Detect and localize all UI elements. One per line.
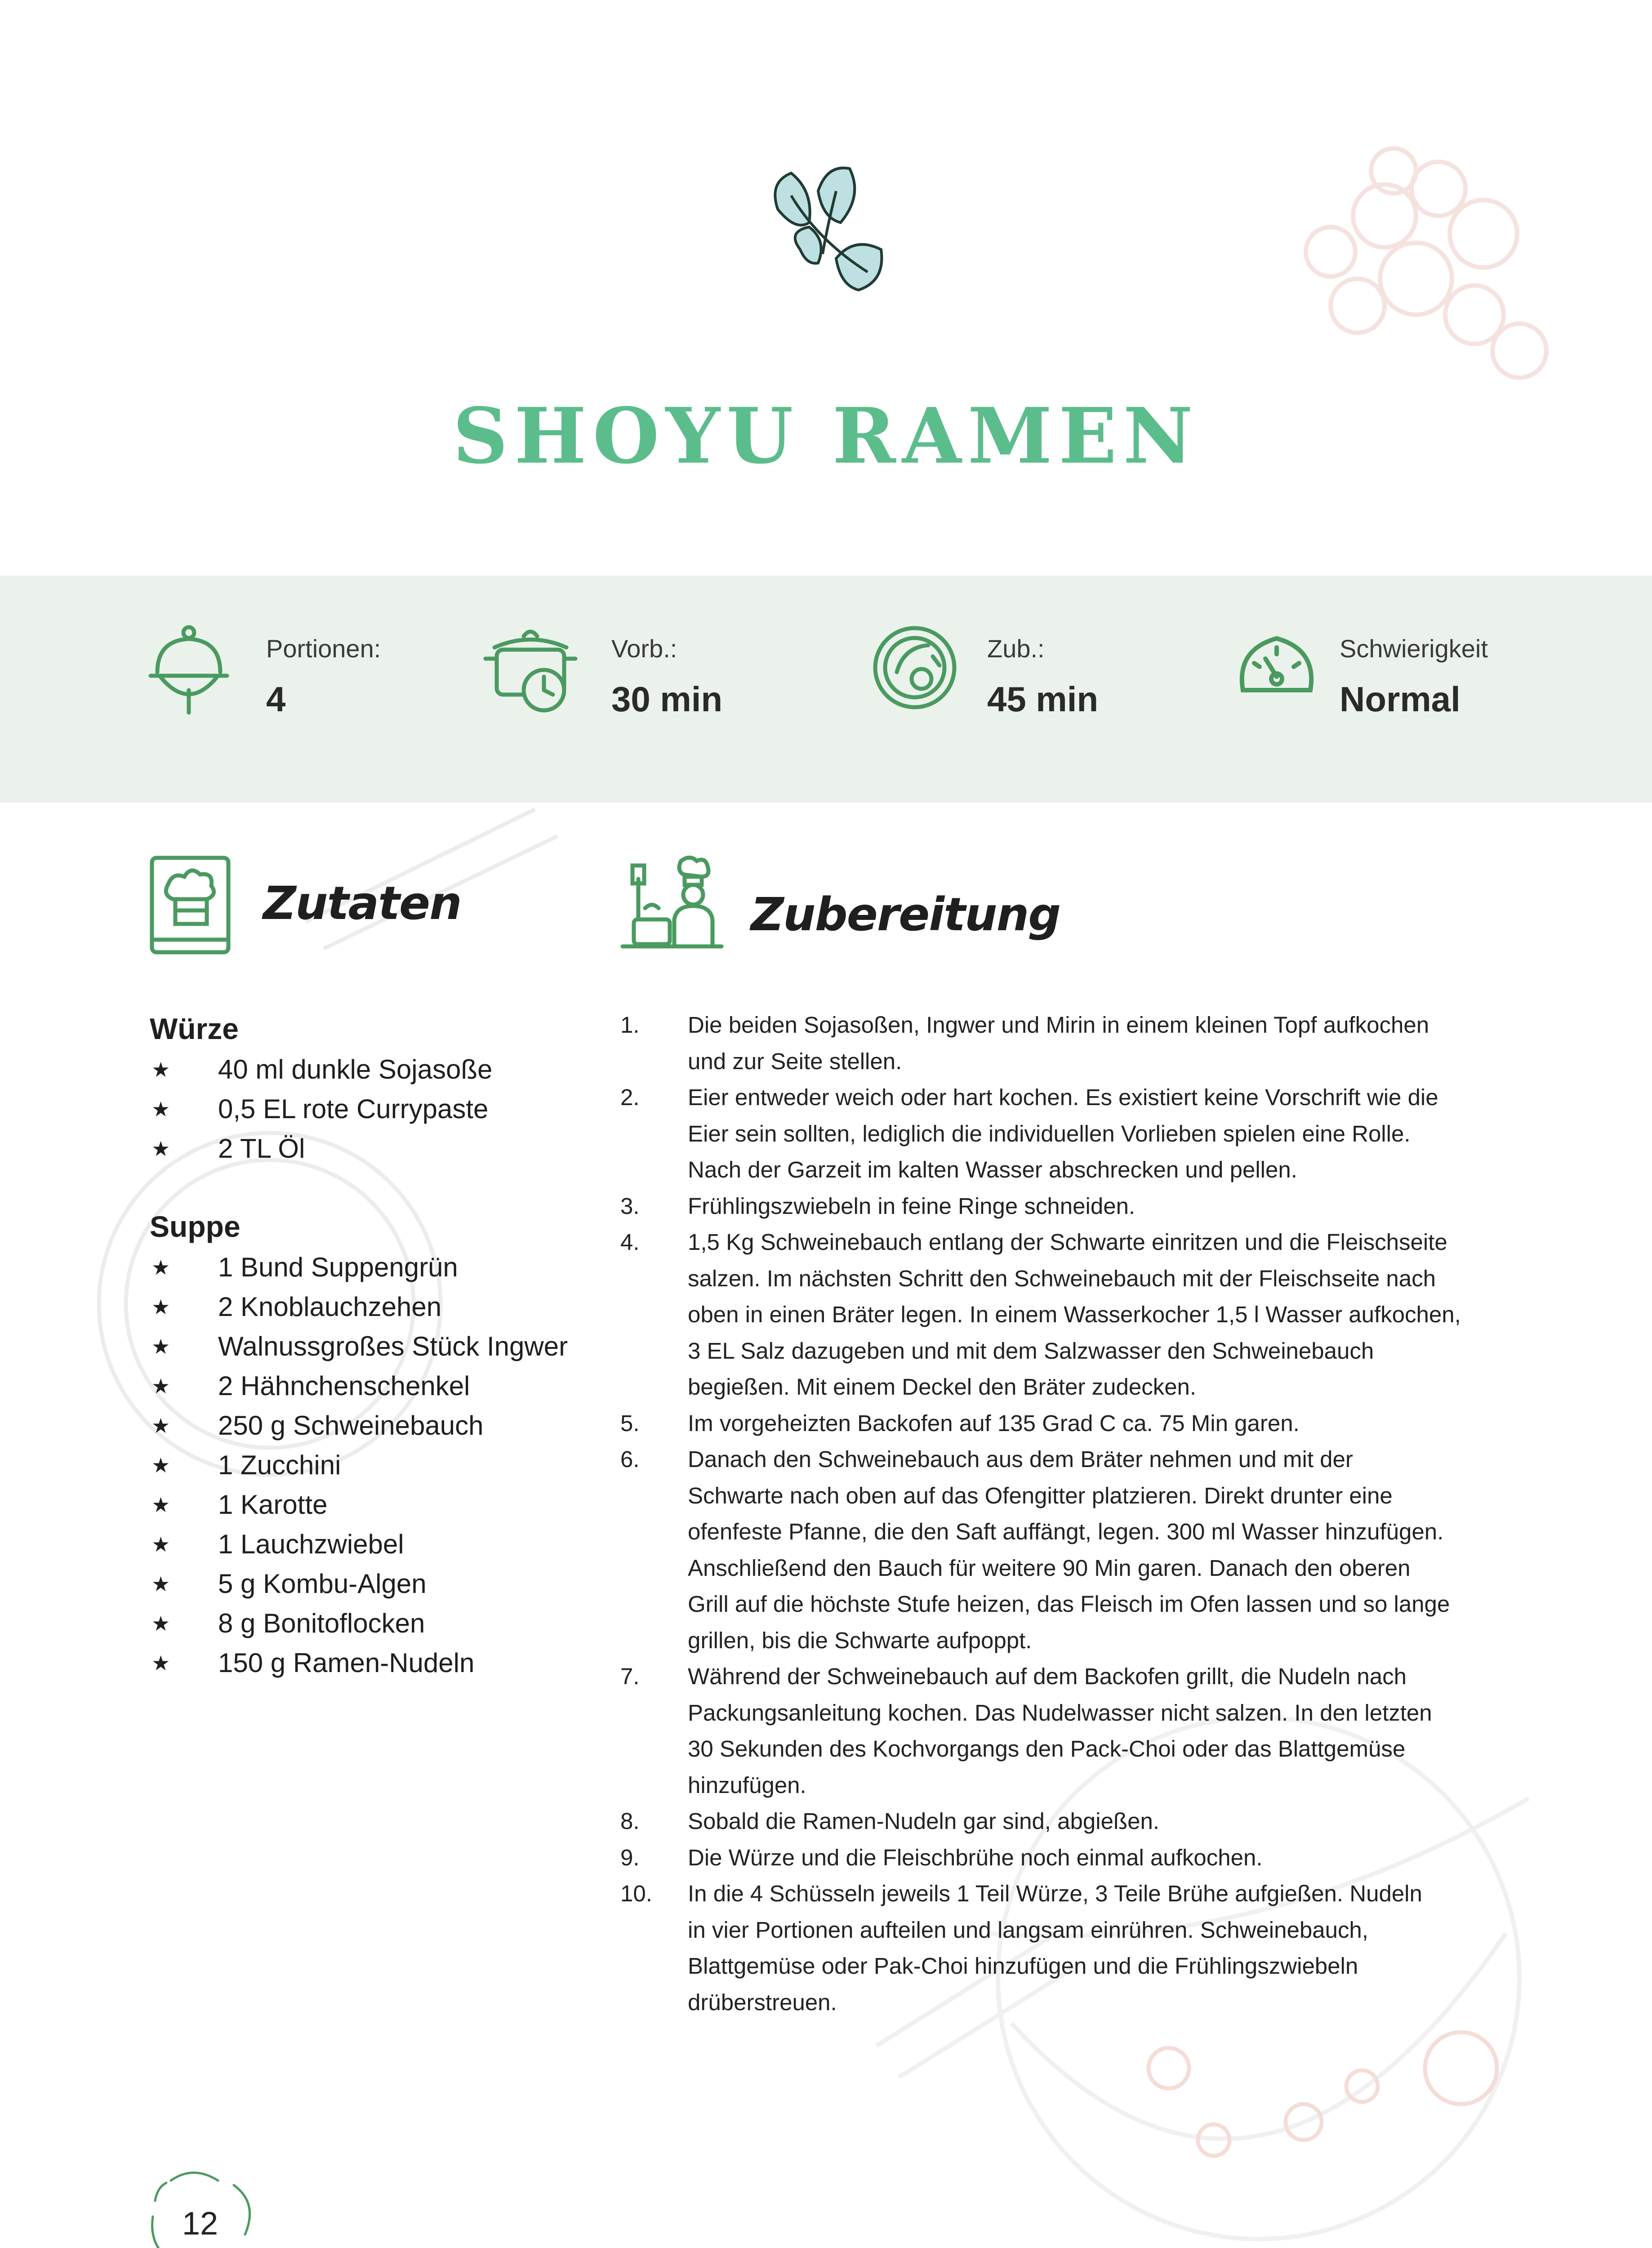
ingredients-heading: Zutaten (263, 877, 461, 930)
serving-cloche-icon (146, 623, 232, 717)
step-text-line: Schwarte nach oben auf das Ofengitter platzieren. Direkt drunter eine (688, 1482, 1393, 1508)
leaves-icon (760, 164, 895, 317)
cookbook-chef-hat-icon (148, 854, 234, 958)
step-text-line: in vier Portionen aufteilen und langsam einrühren. Schweinebauch, (688, 1917, 1368, 1943)
step-number: 8. (620, 1808, 640, 1834)
step-text-line: Nach der Garzeit im kalten Wasser abschrecken und pellen. (688, 1157, 1297, 1182)
info-label-cook: Zub.: (987, 634, 1045, 663)
step-text-line: begießen. Mit einem Deckel den Bräter zudecken. (688, 1374, 1197, 1400)
step-item (620, 1405, 1515, 1442)
plate-icon (872, 623, 957, 713)
info-label-difficulty: Schwierigkeit (1340, 634, 1488, 663)
info-label-prep: Vorb.: (611, 634, 677, 663)
step-number: 5. (620, 1410, 640, 1436)
step-text-line: In die 4 Schüsseln jeweils 1 Teil Würze, 3 Teile Brühe aufgießen. Nudeln (688, 1881, 1422, 1906)
step-number: 1. (620, 1012, 640, 1038)
step-text-line: salzen. Im nächsten Schritt den Schweinebauch mit der Fleischseite nach (688, 1265, 1436, 1291)
step-item (620, 1441, 1515, 1659)
step-text-line: Packungsanleitung kochen. Das Nudelwasser nicht salzen. In den letzten (688, 1699, 1432, 1726)
step-item (620, 1659, 1515, 1803)
step-number: 3. (620, 1193, 640, 1219)
info-value-prep: 30 min (611, 679, 723, 719)
step-item (620, 1803, 1515, 1840)
preparation-steps (620, 1007, 1515, 2021)
step-text-line: und zur Seite stellen. (688, 1048, 902, 1074)
star-icon: ★ (151, 1454, 170, 1477)
step-text-line: Die Würze und die Fleischbrühe noch einmal aufkochen. (688, 1844, 1263, 1870)
step-text-line: Eier sein sollten, lediglich die individuellen Vorlieben spielen eine Rolle. (688, 1120, 1411, 1146)
speedometer-icon (1234, 623, 1319, 708)
step-text-line: hinzufügen. (688, 1772, 806, 1798)
step-text-line: grillen, bis die Schwarte aufpoppt. (688, 1627, 1032, 1653)
star-icon: ★ (151, 1335, 170, 1358)
info-label-portions: Portionen: (266, 634, 381, 663)
star-icon: ★ (151, 1612, 170, 1635)
star-icon: ★ (151, 1058, 170, 1081)
star-icon: ★ (151, 1137, 170, 1160)
step-number: 2. (620, 1084, 640, 1110)
chef-cooking-icon (618, 852, 726, 960)
cooking-pot-timer-icon (481, 623, 580, 717)
star-icon: ★ (151, 1097, 170, 1121)
step-text-line: Anschließend den Bauch für weitere 90 Min garen. Danach den oberen (688, 1555, 1411, 1581)
star-icon: ★ (151, 1651, 170, 1675)
step-number: 4. (620, 1229, 640, 1255)
step-text-line: 30 Sekunden des Kochvorgangs den Pack-Choi oder das Blattgemüse (688, 1736, 1406, 1762)
star-icon: ★ (151, 1572, 170, 1596)
step-item (620, 1079, 1515, 1188)
preparation-heading: Zubereitung (751, 888, 1060, 941)
step-number: 10. (620, 1881, 652, 1906)
step-text-line: Während der Schweinebauch auf dem Backofen grillt, die Nudeln nach (688, 1664, 1407, 1689)
info-value-portions: 4 (266, 679, 286, 719)
step-text-line: 3 EL Salz dazugeben und mit dem Salzwasser den Schweinebauch (688, 1338, 1374, 1364)
step-text-line: drüberstreuen. (688, 1989, 837, 2015)
step-item (620, 1840, 1515, 1876)
step-text-line: Frühlingszwiebeln in feine Ringe schneiden. (688, 1193, 1135, 1219)
step-text-line: ofenfeste Pfanne, die den Saft auffängt, legen. 300 ml Wasser hinzufügen. (688, 1519, 1444, 1544)
star-icon: ★ (151, 1414, 170, 1437)
ingredient-group-title: Würze (150, 1012, 239, 1045)
ingredient-group-title: Suppe (150, 1210, 240, 1243)
step-text-line: Eier entweder weich oder hart kochen. Es existiert keine Vorschrift wie die (688, 1084, 1438, 1110)
step-number: 7. (620, 1664, 640, 1689)
star-icon: ★ (151, 1295, 170, 1319)
step-number: 6. (620, 1446, 640, 1472)
step-item (620, 1876, 1515, 2021)
page-number: 12 (182, 2206, 218, 2242)
star-icon: ★ (151, 1493, 170, 1517)
step-item (620, 1007, 1515, 1079)
info-value-cook: 45 min (987, 679, 1099, 719)
step-text-line: Danach den Schweinebauch aus dem Bräter nehmen und mit der (688, 1446, 1353, 1472)
step-text-line: Im vorgeheizten Backofen auf 135 Grad C ca. 75 Min garen. (688, 1410, 1300, 1436)
star-icon: ★ (151, 1533, 170, 1556)
step-text-line: 1,5 Kg Schweinebauch entlang der Schwarte einritzen und die Fleischseite (688, 1229, 1447, 1255)
step-text-line: Grill auf die höchste Stufe heizen, das Fleisch im Ofen lassen und so lange (688, 1591, 1450, 1617)
recipe-title: SHOYU RAMEN (453, 391, 1199, 481)
step-text-line: Blattgemüse oder Pak-Choi hinzufügen und die Frühlingszwiebeln (688, 1953, 1358, 1979)
step-number: 9. (620, 1844, 640, 1870)
step-text-line: oben in einen Bräter legen. In einem Wasserkocher 1,5 l Wasser aufkochen, (688, 1302, 1461, 1327)
step-text-line: Die beiden Sojasoßen, Ingwer und Mirin in einem kleinen Topf aufkochen (688, 1012, 1429, 1038)
step-item (620, 1188, 1515, 1225)
step-item (620, 1224, 1515, 1405)
star-icon: ★ (151, 1374, 170, 1398)
step-text-line: Sobald die Ramen-Nudeln gar sind, abgießen. (688, 1808, 1159, 1834)
star-icon: ★ (151, 1256, 170, 1279)
info-value-difficulty: Normal (1340, 679, 1461, 719)
